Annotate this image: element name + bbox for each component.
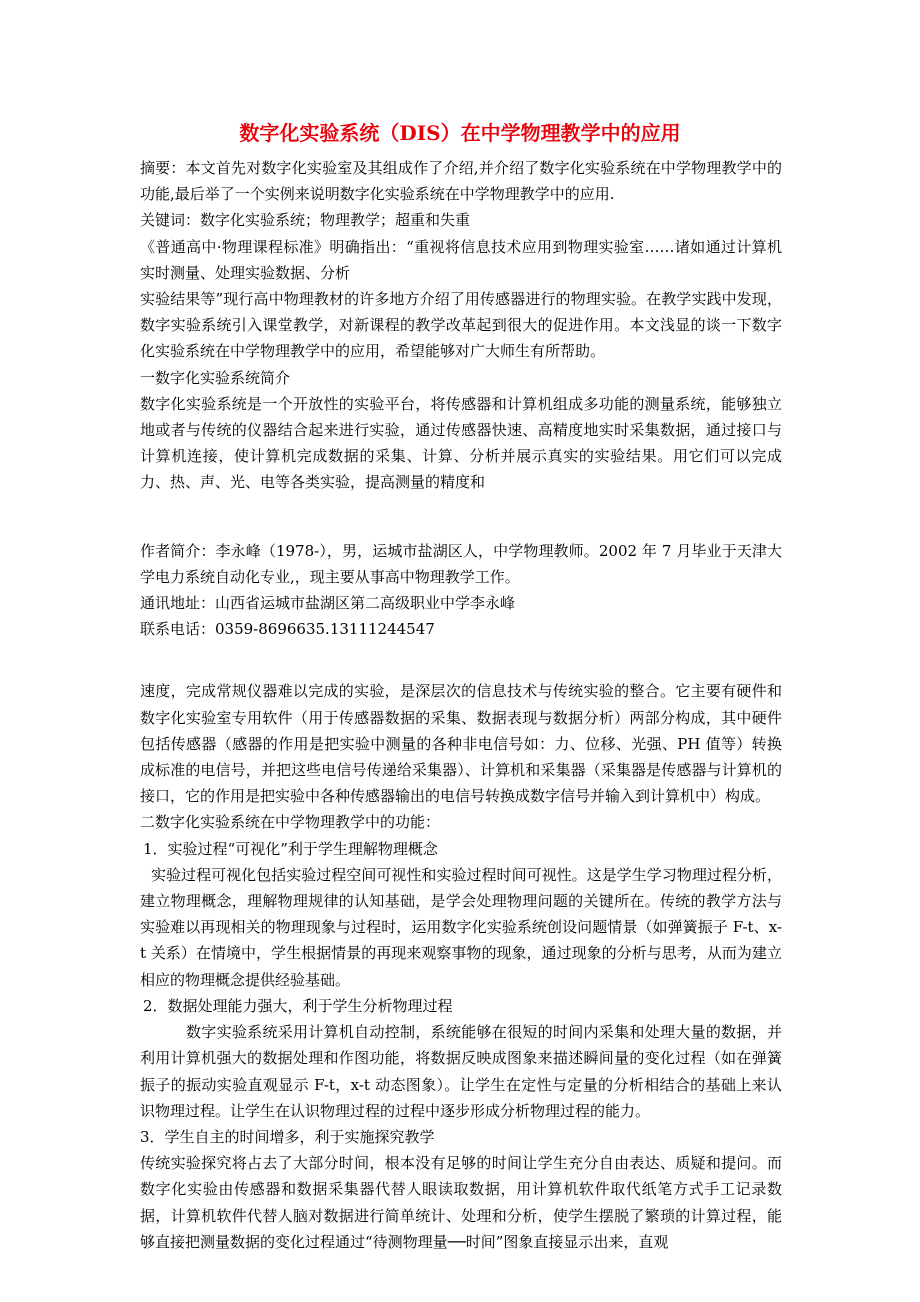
intro-paragraph: 实验结果等”现行高中物理教材的许多地方介绍了用传感器进行的物理实验。在教学实践中发现，数字实验系统引入课堂教学，对新课程的教学改革起到很大的促进作用。本文浅显的谈一下数字化实验系统在中学物理教学中的应用，希望能够对广大师生有所帮助。 xyxy=(140,290,782,361)
author-address: 通讯地址：山西省运城市盐湖区第二高级职业中学李永峰 xyxy=(140,594,516,613)
item2-body: 数字实验系统采用计算机自动控制，系统能够在很短的时间内采集和处理大量的数据，并利用计算机强大的数据处理和作图功能，将数据反映成图象来描述瞬间量的变化过程（如在弹簧振子的振动实验直观显示 F-t，x-t 动态图象）。让学生在定性与定量的分析相结合的基础上来认识物理过程。让学生在认识物理过程的过程中逐步形成分析物理过程的能力。 xyxy=(140,1023,782,1120)
author-bio: 作者简介：李永峰（1978-），男，运城市盐湖区人，中学物理教师。2002 年 7 月毕业于天津大学电力系统自动化专业,，现主要从事高中物理教学工作。 xyxy=(140,541,782,586)
item1-heading: 1．实验过程“可视化”利于学生理解物理概念 xyxy=(143,839,438,858)
quote-paragraph: 《普通高中·物理课程标准》明确指出：“重视将信息技术应用到物理实验室……诸如通过计算机实时测量、处理实验数据、分析 xyxy=(140,237,782,282)
abstract-paragraph: 摘要：本文首先对数字化实验室及其组成作了介绍,并介绍了数字化实验系统在中学物理教学中的功能,最后举了一个实例来说明数字化实验系统在中学物理教学中的应用. xyxy=(140,159,782,204)
section1-heading: 一数字化实验系统简介 xyxy=(140,368,291,387)
document-body xyxy=(140,155,782,1255)
section1-paragraph-2: 速度，完成常规仪器难以完成的实验，是深层次的信息技术与传统实验的整合。它主要有硬件和数字化实验室专用软件（用于传感器数据的采集、数据表现与数据分析）两部分构成，其中硬件包括传感器（感器的作用是把实验中测量的各种非电信号如：力、位移、光强、PH 值等）转换成标准的电信号，并把这些电信号传递给采集器）、计算机和采集器（采集器是传感器与计算机的接口，它的作用是把实验中各种传感器输出的电信号转换成数字信号并输入到计算机中）构成。 xyxy=(140,682,782,806)
section1-paragraph-1: 数字化实验系统是一个开放性的实验平台，将传感器和计算机组成多功能的测量系统，能够独立地或者与传统的仪器结合起来进行实验，通过传感器快速、高精度地实时采集数据，通过接口与计算机连接，使计算机完成数据的采集、计算、分析并展示真实的实验结果。用它们可以完成力、热、声、光、电等各类实验，提高测量的精度和 xyxy=(140,394,782,492)
page-break-spacer xyxy=(140,642,782,678)
footnote-spacer xyxy=(140,496,782,538)
item1-body: 实验过程可视化包括实验过程空间可视性和实验过程时间可视性。这是学生学习物理过程分析，建立物理概念，理解物理规律的认知基础，是学会处理物理问题的关键所在。传统的教学方法与实验难以再现相关的物理现象与过程时，运用数字化实验系统创设问题情景（如弹簧振子 F-t、x-t 关系）在情境中，学生根据情景的再现来观察事物的现象，通过现象的分析与思考，从而为建立相应的物理概念提供经验基础。 xyxy=(140,865,782,989)
item3-body: 传统实验探究将占去了大部分时间，根本没有足够的时间让学生充分自由表达、质疑和提问。而数字化实验由传感器和数据采集器代替人眼读取数据，用计算机软件取代纸笔方式手工记录数据，计算机软件代替人脑对数据进行简单统计、处理和分析，使学生摆脱了繁琐的计算过程，能够直接把测量数据的变化过程通过“待测物理量──时间”图象直接显示出来，直观 xyxy=(140,1154,782,1251)
keywords-line: 关键词：数字化实验系统；物理教学；超重和失重 xyxy=(140,211,471,230)
item3-heading: 3．学生自主的时间增多，利于实施探究教学 xyxy=(140,1127,435,1146)
document-title: 数字化实验系统（DIS）在中学物理教学中的应用 xyxy=(239,121,681,145)
author-phone: 联系电话：0359-8696635.13111244547 xyxy=(140,620,435,639)
section2-heading: 二数字化实验系统在中学物理教学中的功能： xyxy=(140,813,441,832)
item2-heading: 2．数据处理能力强大，利于学生分析物理过程 xyxy=(143,996,453,1015)
